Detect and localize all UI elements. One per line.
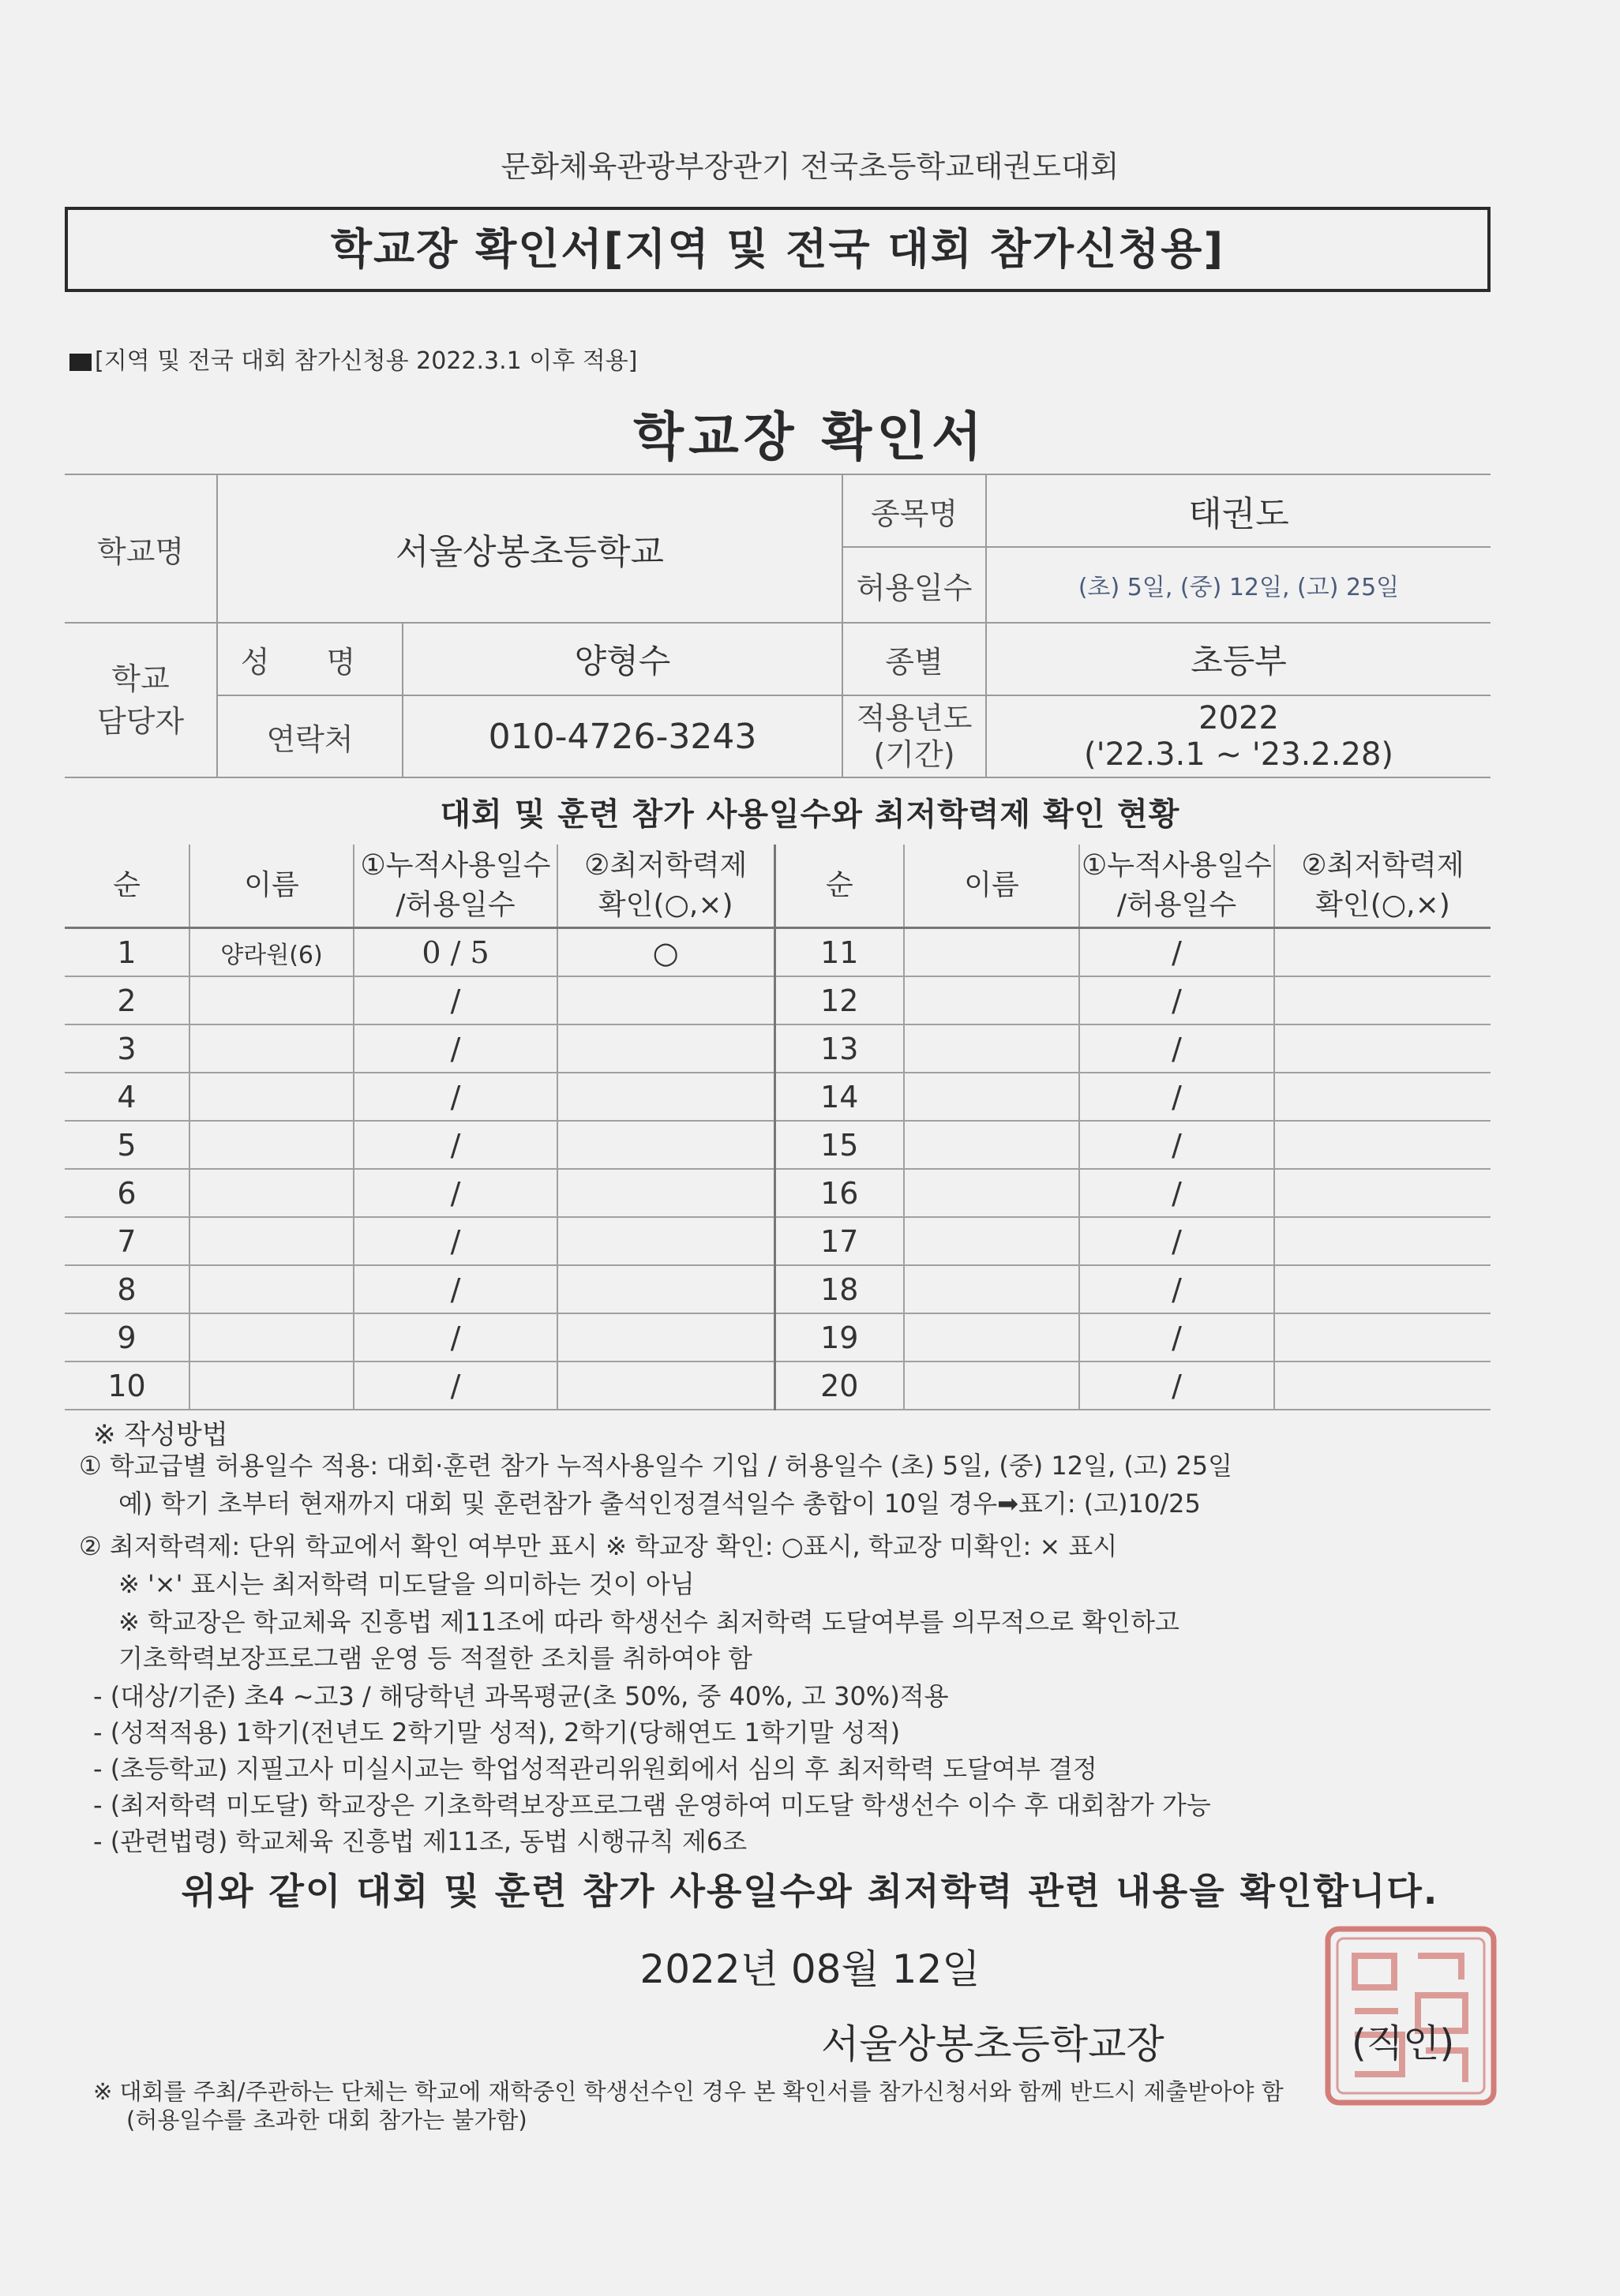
row-days: / [354,1265,557,1313]
row-check [1274,1217,1491,1265]
row-name [904,1313,1079,1361]
row-check [557,1361,774,1410]
allowed-days-value: (초) 5일, (중) 12일, (고) 25일 [986,547,1491,623]
status-title: 대회 및 훈련 참가 사용일수와 최저학력제 확인 현황 [440,796,1180,833]
row-check [1274,1265,1491,1313]
row-days: / [1079,1265,1274,1313]
row-days: / [1079,1024,1274,1073]
col-no-left: 순 [65,845,189,928]
col-name-left: 이름 [189,845,354,928]
sport-label: 종목명 [842,474,986,547]
row-no: 18 [774,1265,904,1313]
row-name [189,1217,354,1265]
row-no: 20 [774,1361,904,1410]
allowed-days-label: 허용일수 [842,547,986,623]
col-days-left-line2: /허용일수 [396,889,516,921]
row-no: 4 [65,1073,189,1121]
row-days: / [354,1313,557,1361]
row-days: / [1079,976,1274,1024]
table-row [65,1024,1491,1073]
row-check [1274,1361,1491,1410]
row-no: 16 [774,1169,904,1217]
school-info-table [65,474,1491,778]
row-no: 1 [65,928,189,977]
col-days-right-line1: ①누적사용일수 [1082,849,1272,882]
method-line: - (최저학력 미도달) 학교장은 기초학력보장프로그램 운영하여 미도달 학생선수 이수 후 대회참가 가능 [93,1790,1211,1820]
row-days: / [354,1121,557,1169]
col-check-left [557,845,774,928]
apply-year-label: 적용년도 (기간) [842,695,986,777]
row-check [557,976,774,1024]
row-name [189,976,354,1024]
col-name-right: 이름 [904,845,1079,928]
school-name-label: 학교명 [65,474,217,623]
contact-value: 010-4726-3243 [403,695,842,777]
manager-label: 학교 담당자 [65,623,217,777]
square-bullet-icon [69,354,92,371]
row-name [904,1361,1079,1410]
division-value: 초등부 [986,623,1491,695]
method-line: ※ '×' 표시는 최저학력 미도달을 의미하는 것이 아님 [118,1569,695,1599]
row-days: / [1079,1121,1274,1169]
row-check [557,1265,774,1313]
apply-year-cell [986,695,1491,777]
col-days-right-line2: /허용일수 [1116,889,1237,921]
row-name [904,1169,1079,1217]
footer-note-sub: (허용일수를 초과한 대회 참가는 불가함) [126,2107,527,2133]
signature-date: 2022년 08월 12일 [639,1946,981,1992]
signer-title: 서울상봉초등학교장 [821,2021,1164,2067]
row-no: 8 [65,1265,189,1313]
division-label: 종별 [842,623,986,695]
row-check [1274,1313,1491,1361]
row-name [904,928,1079,977]
row-days: / [1079,1313,1274,1361]
row-check [557,1073,774,1121]
table-row [65,1169,1491,1217]
row-no: 3 [65,1024,189,1073]
row-days: / [354,1169,557,1217]
table-row [65,928,1491,977]
table-header-row [65,845,1491,928]
col-no-right: 순 [774,845,904,928]
table-row [65,1361,1491,1410]
row-no: 15 [774,1121,904,1169]
method-line: ※ 학교장은 학교체육 진흥법 제11조에 따라 학생선수 최저학력 도달여부를 의무적으로 확인하고 [118,1607,1179,1637]
table-row [65,1313,1491,1361]
row-name [189,1265,354,1313]
name-label: 성 명 [217,623,403,695]
row-name [189,1073,354,1121]
col-check-right-line1: ②최저학력제 [1301,849,1464,882]
row-name [189,1121,354,1169]
method-line: - (초등학교) 지필고사 미실시교는 학업성적관리위원회에서 심의 후 최저학력 도달여부 결정 [93,1754,1097,1784]
form-notice-text: [지역 및 전국 대회 참가신청용 2022.3.1 이후 적용] [95,347,638,375]
row-no: 9 [65,1313,189,1361]
row-name [189,1361,354,1410]
col-check-left-line1: ②최저학력제 [584,849,748,882]
row-name [904,1217,1079,1265]
method-line: - (대상/기준) 초4 ~고3 / 해당학년 과목평균(초 50%, 중 40%, 고 30%)적용 [93,1681,949,1711]
table-row [65,1073,1491,1121]
row-check [557,1024,774,1073]
row-no: 6 [65,1169,189,1217]
row-name: 양라원(6) [189,928,354,977]
method-line: - (관련법령) 학교체육 진흥법 제11조, 동법 시행규칙 제6조 [93,1826,748,1856]
row-check [1274,1121,1491,1169]
row-days: / [354,1217,557,1265]
row-days: / [1079,1361,1274,1410]
row-days: / [1079,928,1274,977]
row-check [1274,976,1491,1024]
row-days: / [1079,1217,1274,1265]
footer-note: ※ 대회를 주최/주관하는 단체는 학교에 재학중인 학생선수인 경우 본 확인서를 참가신청서와 함께 반드시 제출받아야 함 [93,2078,1284,2105]
table-row [65,1217,1491,1265]
row-days: / [354,1073,557,1121]
row-check [557,1217,774,1265]
event-title: 문화체육관광부장관기 전국초등학교태권도대회 [501,149,1119,184]
row-days: / [1079,1073,1274,1121]
apply-year-value: 2022 [1198,700,1279,736]
row-no: 11 [774,928,904,977]
form-title-box: 학교장 확인서[지역 및 전국 대회 참가신청용] [65,207,1491,292]
sport-value: 태권도 [986,474,1491,547]
row-days: / [354,976,557,1024]
row-check [1274,1169,1491,1217]
method-heading: ※ 작성방법 [93,1419,228,1451]
method-line: - (성적적용) 1학기(전년도 2학기말 성적), 2학기(당해연도 1학기말 성적) [93,1717,901,1747]
row-name [904,1073,1079,1121]
col-days-left [354,845,557,928]
row-no: 14 [774,1073,904,1121]
confirmation-statement: 위와 같이 대회 및 훈련 참가 사용일수와 최저학력 관련 내용을 확인합니다. [181,1870,1439,1912]
method-line: ② 최저학력제: 단위 학교에서 확인 여부만 표시 ※ 학교장 확인: ○표시, 학교장 미확인: × 표시 [79,1531,1118,1561]
apply-period-value: ('22.3.1 ~ '23.2.28) [1083,736,1394,773]
row-check [557,1121,774,1169]
row-days: / [354,1024,557,1073]
contact-label: 연락처 [217,695,403,777]
row-no: 5 [65,1121,189,1169]
row-check [557,1313,774,1361]
col-check-left-line2: 확인(○,×) [598,889,733,921]
method-line: 예) 학기 초부터 현재까지 대회 및 훈련참가 출석인정결석일수 총합이 10일 경우➡표기: (고)10/25 [118,1489,1201,1519]
row-name [189,1313,354,1361]
col-check-right [1274,845,1491,928]
row-no: 19 [774,1313,904,1361]
school-name-value: 서울상봉초등학교 [217,474,842,623]
table-row [65,1265,1491,1313]
row-name [189,1024,354,1073]
row-no: 10 [65,1361,189,1410]
col-days-right [1079,845,1274,928]
col-days-left-line1: ①누적사용일수 [360,849,551,882]
participation-table [65,845,1491,1410]
seal-label: (직인) [1352,2021,1455,2066]
col-check-right-line2: 확인(○,×) [1315,889,1450,921]
row-days: / [354,1361,557,1410]
row-no: 2 [65,976,189,1024]
method-line: ① 학교급별 허용일수 적용: 대회·훈련 참가 누적사용일수 기입 / 허용일수 (초) 5일, (중) 12일, (고) 25일 [79,1451,1233,1481]
row-check [1274,928,1491,977]
row-check [557,1169,774,1217]
row-name [904,976,1079,1024]
document-title: 학교장 확인서 [633,406,987,467]
row-check: ○ [557,928,774,977]
row-name [189,1169,354,1217]
method-line: 기초학력보장프로그램 운영 등 적절한 조치를 취하여야 함 [118,1643,752,1673]
row-check [1274,1073,1491,1121]
row-name [904,1265,1079,1313]
row-days: / [1079,1169,1274,1217]
row-check [1274,1024,1491,1073]
table-row [65,1121,1491,1169]
form-notice [69,341,637,376]
row-no: 17 [774,1217,904,1265]
row-no: 12 [774,976,904,1024]
row-no: 7 [65,1217,189,1265]
row-name [904,1121,1079,1169]
manager-name-value: 양형수 [403,623,842,695]
table-row [65,976,1491,1024]
row-name [904,1024,1079,1073]
row-no: 13 [774,1024,904,1073]
row-days: 0 / 5 [354,928,557,977]
table-body [65,928,1491,1410]
